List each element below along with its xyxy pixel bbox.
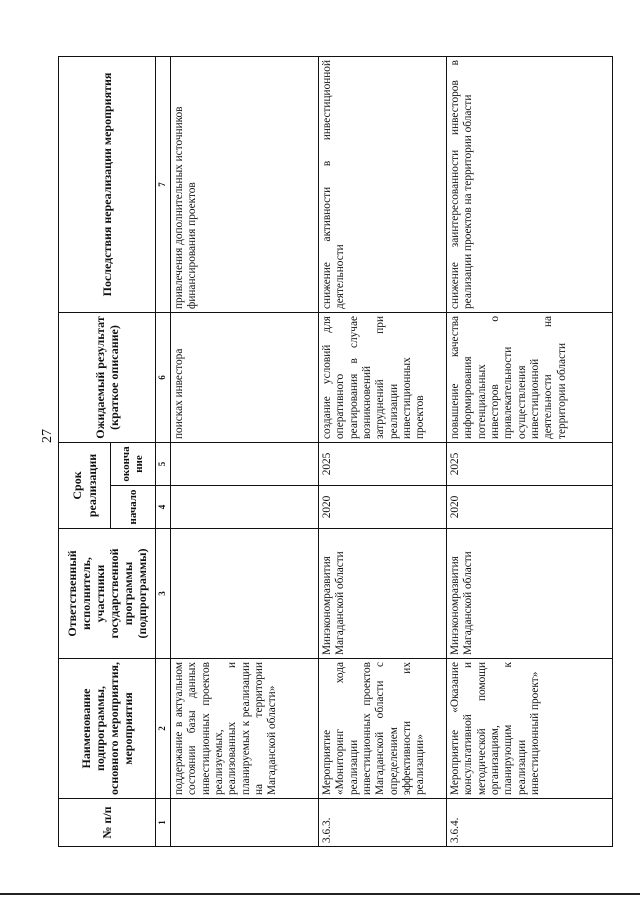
row-end: 2025 [319, 442, 447, 485]
row-result: повышение качества информирования потенциальных инвесторов о привлекательности осуществления инвестиционной деятельности на территории области [447, 312, 613, 442]
column-number: 4 [156, 486, 171, 529]
row-consequences: привлечения дополнительных источников финансирования проектов [171, 56, 319, 312]
header-name: Наименование подпрограммы, основного мероприятия, мероприятия [59, 659, 156, 799]
row-result: поисках инвестора [171, 312, 319, 442]
column-number: 3 [156, 529, 171, 659]
row-name: поддержание в актуальном состоянии базы данных инвестиционных проектов реализуемых, реализованных и планируемых к реализации на территории Магаданской области» [171, 659, 319, 799]
row-name: Мероприятие «Оказание консультативной и методической помощи организациям, планирующим к реализации инвестиционный проект» [447, 659, 613, 799]
rotated-table-wrapper [58, 57, 613, 847]
row-start: 2020 [319, 486, 447, 529]
row-consequences: снижение активности в инвестиционной деятельности [319, 56, 447, 312]
row-id [171, 799, 319, 847]
row-responsible: Минэкономразвития Магаданской области [447, 529, 613, 659]
activities-table [58, 56, 613, 847]
row-responsible: Минэкономразвития Магаданской области [319, 529, 447, 659]
column-number: 6 [156, 312, 171, 442]
table-row [447, 56, 613, 846]
table-row [319, 56, 447, 846]
row-id: 3.6.3. [319, 799, 447, 847]
column-number: 1 [156, 799, 171, 847]
column-number: 7 [156, 56, 171, 312]
row-start [171, 486, 319, 529]
row-end: 2025 [447, 442, 613, 485]
column-number: 2 [156, 659, 171, 799]
header-term-end: оконча ние [111, 442, 156, 485]
column-number-row [156, 56, 171, 846]
row-consequences: снижение заинтересованности инвесторов в реализации проектов на территории области [447, 56, 613, 312]
header-consequences: Последствия нереализации мероприятия [59, 56, 156, 312]
page-number: 27 [40, 429, 55, 443]
table-row [171, 56, 319, 846]
header-row [59, 56, 111, 846]
row-name: Мероприятие «Мониторинг хода реализации инвестиционных проектов Магаданской области с определением эффективности их реализации» [319, 659, 447, 799]
row-responsible [171, 529, 319, 659]
row-id: 3.6.4. [447, 799, 613, 847]
row-result: создание условий для оперативного реагирования в случае возникновений затруднений при реализации инвестиционных проектов [319, 312, 447, 442]
header-term: Срок реализации [59, 442, 111, 528]
header-responsible: Ответственный исполнитель, участники государственной программы (подпрограммы) [59, 529, 156, 659]
column-number: 5 [156, 442, 171, 485]
bottom-rule [0, 893, 640, 895]
header-result: Ожидаемый результат (краткое описание) [59, 312, 156, 442]
row-start: 2020 [447, 486, 613, 529]
header-term-start: начало [111, 486, 156, 529]
row-end [171, 442, 319, 485]
header-num: № п/п [59, 799, 156, 847]
